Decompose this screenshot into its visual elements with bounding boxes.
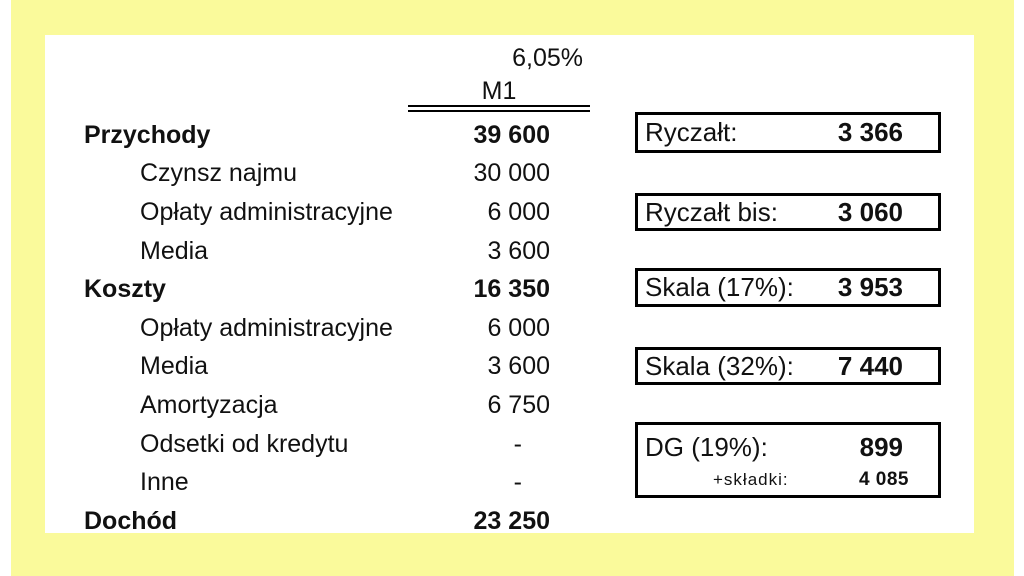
- tax-box-label: Skala (32%):: [645, 350, 794, 381]
- row-label: Media: [140, 352, 209, 381]
- content-area: [45, 35, 974, 533]
- row-label: Amortyzacja: [140, 390, 278, 419]
- dg-main-row: [638, 425, 938, 463]
- table-row-amortyzacja: [45, 386, 550, 425]
- row-value: 16 350: [473, 275, 550, 304]
- income-statement-table: [45, 116, 550, 541]
- tax-box-ryczalt: [635, 112, 941, 153]
- row-value: -: [513, 429, 522, 458]
- row-value: 3 600: [487, 236, 550, 265]
- tax-box-skala-32: [635, 347, 941, 385]
- table-row-media: [45, 232, 550, 271]
- dg-contributions-row: [638, 463, 938, 491]
- row-value: 23 250: [473, 506, 550, 535]
- row-label: Czynsz najmu: [140, 159, 297, 188]
- row-label: Opłaty administracyjne: [140, 313, 393, 342]
- table-row-inne: [45, 463, 550, 502]
- tax-box-ryczalt-bis: [635, 193, 941, 231]
- tax-box-value: 3 060: [837, 196, 903, 227]
- table-row-czynsz-najmu: [45, 155, 550, 194]
- row-label: Inne: [140, 468, 189, 497]
- row-value: 6 750: [487, 390, 550, 419]
- tax-box-dg: [635, 422, 941, 498]
- row-value: 6 000: [487, 197, 550, 226]
- row-label: Media: [140, 236, 209, 265]
- table-row-koszty: [45, 270, 550, 309]
- table-row-przychody: [45, 116, 550, 155]
- row-value: 39 600: [473, 120, 550, 149]
- tax-box-value: 899: [859, 432, 903, 462]
- row-label: Koszty: [84, 275, 166, 304]
- contributions-value: 4 085: [858, 469, 909, 490]
- table-row-dochod: [45, 502, 550, 541]
- tax-box-value: 3 953: [837, 272, 903, 302]
- row-value: 6 000: [487, 313, 550, 342]
- table-row-oplaty-administracyjne: [45, 193, 550, 232]
- tax-box-label: Ryczałt bis:: [645, 196, 778, 227]
- row-label: Opłaty administracyjne: [140, 197, 393, 226]
- row-value: 3 600: [487, 352, 550, 381]
- contributions-label: +składki:: [713, 470, 789, 489]
- row-label: Dochód: [84, 506, 178, 535]
- tax-box-label: DG (19%):: [645, 432, 768, 462]
- interest-rate-value: 6,05%: [512, 44, 583, 72]
- table-row-oplaty-administracyjne-koszty: [45, 309, 550, 348]
- row-label: Przychody: [84, 120, 211, 149]
- tax-box-value: 3 366: [837, 117, 903, 147]
- table-row-odsetki-od-kredytu: [45, 425, 550, 464]
- tax-box-skala-17: [635, 268, 941, 307]
- column-header-m1: M1: [481, 77, 517, 105]
- tax-box-label: Skala (17%):: [645, 272, 794, 302]
- tax-box-label: Ryczałt:: [645, 117, 738, 147]
- row-label: Odsetki od kredytu: [140, 429, 349, 458]
- row-value: 30 000: [473, 159, 550, 188]
- yellow-frame: [11, 0, 1014, 576]
- table-row-media-koszty: [45, 348, 550, 387]
- tax-box-value: 7 440: [837, 350, 903, 381]
- header-double-underline: [408, 105, 590, 112]
- row-value: -: [513, 468, 522, 497]
